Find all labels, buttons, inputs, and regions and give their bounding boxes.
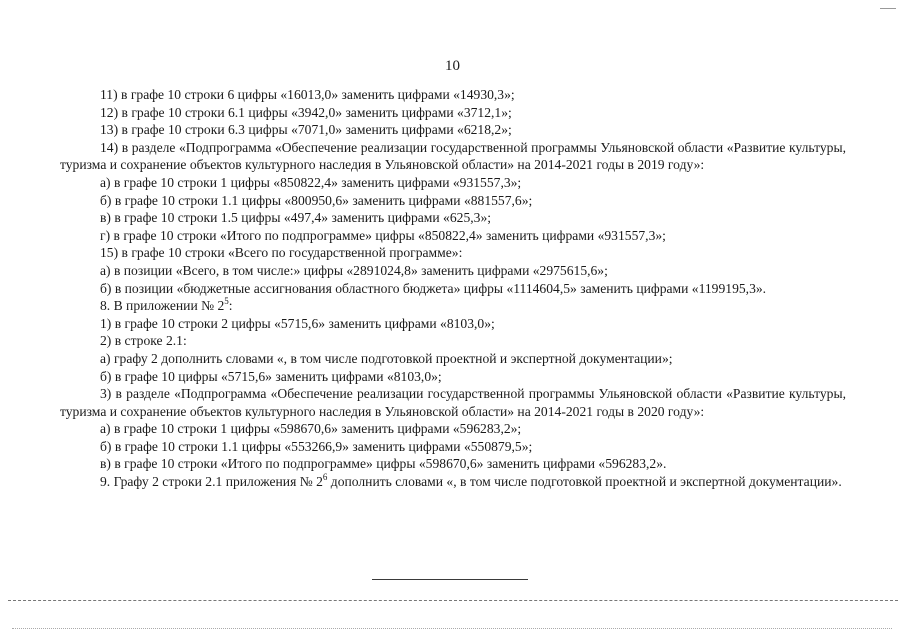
list-item: в) в графе 10 строки «Итого по подпрограмме» цифры «598670,6» заменить цифрами «596283,2».	[100, 456, 667, 472]
document-body	[60, 86, 846, 491]
list-item: б) в графе 10 цифры «5715,6» заменить цифрами «8103,0»;	[100, 368, 442, 384]
final-paragraph-start: 9. Графу 2 строки 2.1 приложения № 2	[100, 474, 323, 490]
list-item: в) в графе 10 строки 1.5 цифры «497,4» заменить цифрами «625,3»;	[100, 210, 492, 226]
section-heading-tail: :	[228, 298, 233, 314]
list-item: 14) в разделе «Подпрограмма «Обеспечение реализации государственной программы Ульяновской области «Развитие культуры, туризма и сохранение объектов культурного наследия в Ульяновской области» на 2014-2021 годы в 2019 году»:	[60, 139, 846, 173]
list-item: б) в графе 10 строки 1.1 цифры «553266,9» заменить цифрами «550879,5»;	[100, 438, 533, 454]
list-item: 1) в графе 10 строки 2 цифры «5715,6» заменить цифрами «8103,0»;	[100, 315, 495, 331]
final-paragraph	[60, 473, 846, 491]
list-item: 13) в графе 10 строки 6.3 цифры «7071,0» заменить цифрами «6218,2»;	[100, 122, 512, 138]
scan-edge-dots	[12, 628, 892, 629]
list-item: 12) в графе 10 строки 6.1 цифры «3942,0» заменить цифрами «3712,1»;	[100, 104, 512, 120]
list-item: 2) в строке 2.1:	[100, 333, 187, 349]
list-item: г) в графе 10 строки «Итого по подпрограмме» цифры «850822,4» заменить цифрами «931557,3»;	[100, 227, 666, 243]
scan-corner-mark	[880, 8, 896, 13]
section-heading-text: 8. В приложении № 2	[100, 298, 225, 314]
superscript: 5	[224, 295, 229, 306]
list-item: а) графу 2 дополнить словами «, в том числе подготовкой проектной и экспертной документации»;	[100, 350, 673, 366]
list-item: 3) в разделе «Подпрограмма «Обеспечение реализации государственной программы Ульяновской области «Развитие культуры, туризма и сохранение объектов культурного наследия в Ульяновской области» на 2014-2021 годы в 2020 году»:	[60, 386, 846, 419]
section-heading	[60, 297, 846, 315]
list-item: б) в позиции «бюджетные ассигнования областного бюджета» цифры «1114604,5» заменить цифрами «1199195,3».	[100, 280, 767, 296]
list-item: а) в графе 10 строки 1 цифры «598670,6» заменить цифрами «596283,2»;	[100, 421, 522, 437]
list-item: а) в графе 10 строки 1 цифры «850822,4» заменить цифрами «931557,3»;	[100, 174, 522, 190]
superscript: 6	[322, 471, 328, 482]
list-item: 11) в графе 10 строки 6 цифры «16013,0» заменить цифрами «14930,3»;	[100, 87, 515, 102]
list-item: б) в графе 10 строки 1.1 цифры «800950,6» заменить цифрами «881557,6»;	[100, 192, 533, 208]
end-of-text-divider	[372, 579, 528, 580]
scan-edge-line	[8, 600, 898, 601]
list-item: 15) в графе 10 строки «Всего по государственной программе»:	[100, 245, 463, 261]
list-item: а) в позиции «Всего, в том числе:» цифры «2891024,8» заменить цифрами «2975615,6»;	[100, 262, 608, 278]
page-number: 10	[445, 58, 460, 74]
final-paragraph-end: дополнить словами «, в том числе подготовкой проектной и экспертной документации».	[327, 474, 842, 490]
